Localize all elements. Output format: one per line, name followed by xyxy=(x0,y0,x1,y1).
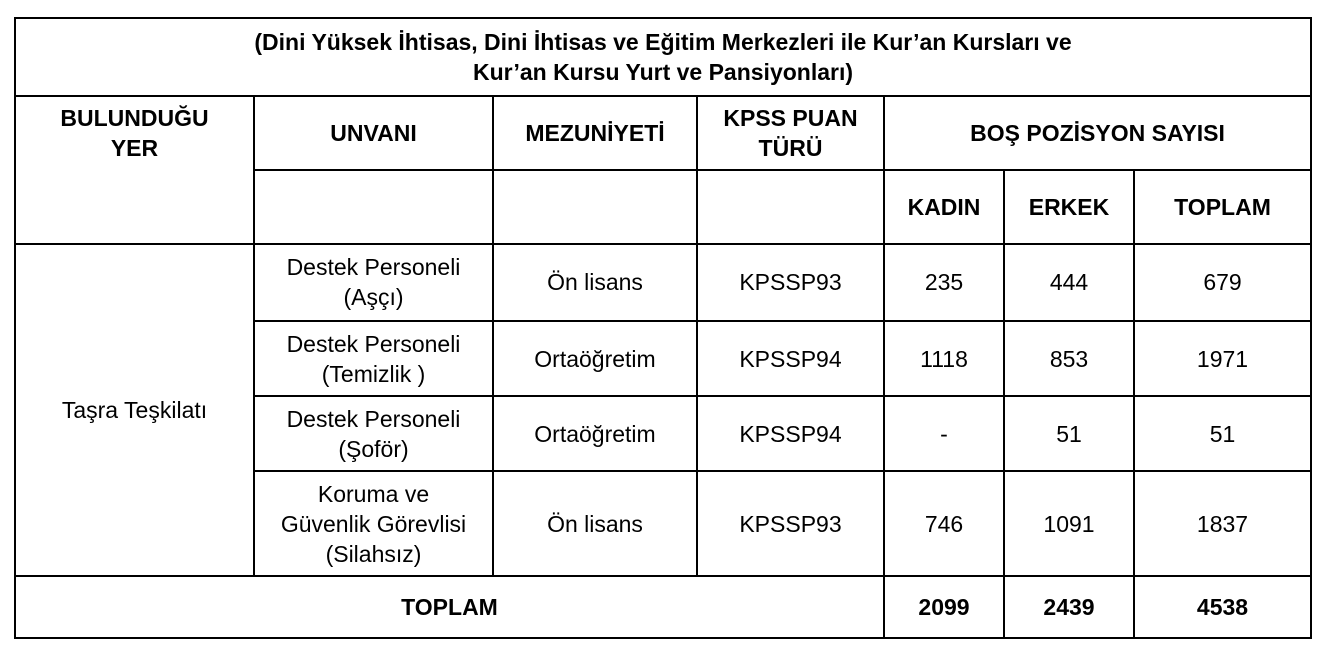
header-location: BULUNDUĞU YER xyxy=(15,96,254,243)
empty-cell xyxy=(254,170,493,243)
female-count-cell: 235 xyxy=(884,244,1004,321)
female-count-cell: 1118 xyxy=(884,321,1004,396)
header-kpss-type: KPSS PUAN TÜRÜ xyxy=(697,96,884,170)
kpss-cell: KPSSP93 xyxy=(697,244,884,321)
kpss-cell: KPSSP94 xyxy=(697,321,884,396)
total-count-cell: 1971 xyxy=(1134,321,1311,396)
header-male: ERKEK xyxy=(1004,170,1134,243)
header-total: TOPLAM xyxy=(1134,170,1311,243)
totals-male: 2439 xyxy=(1004,576,1134,638)
location-cell: Taşra Teşkilatı xyxy=(15,244,254,576)
education-cell: Ön lisans xyxy=(493,471,697,575)
empty-cell xyxy=(697,170,884,243)
table-title-line-1: (Dini Yüksek İhtisas, Dini İhtisas ve Eğitim Merkezleri ile Kur’an Kursları ve xyxy=(254,29,1072,56)
total-count-cell: 1837 xyxy=(1134,471,1311,575)
total-count-cell: 51 xyxy=(1134,396,1311,471)
total-count-cell: 679 xyxy=(1134,244,1311,321)
education-cell: Ortaöğretim xyxy=(493,321,697,396)
male-count-cell: 51 xyxy=(1004,396,1134,471)
totals-total: 4538 xyxy=(1134,576,1311,638)
totals-label: TOPLAM xyxy=(15,576,884,638)
table-title-line-2: Kur’an Kursu Yurt ve Pansiyonları) xyxy=(472,59,854,86)
header-title: UNVANI xyxy=(254,96,493,170)
vacancy-table xyxy=(14,17,1312,639)
kpss-cell: KPSSP94 xyxy=(697,396,884,471)
table-row xyxy=(15,244,1311,321)
male-count-cell: 853 xyxy=(1004,321,1134,396)
position-title-cell: Destek Personeli (Şoför) xyxy=(254,396,493,471)
kpss-cell: KPSSP93 xyxy=(697,471,884,575)
male-count-cell: 1091 xyxy=(1004,471,1134,575)
female-count-cell: - xyxy=(884,396,1004,471)
header-education: MEZUNİYETİ xyxy=(493,96,697,170)
totals-row xyxy=(15,576,1311,638)
table-title xyxy=(15,18,1311,96)
female-count-cell: 746 xyxy=(884,471,1004,575)
header-vacancies: BOŞ POZİSYON SAYISI xyxy=(884,96,1311,170)
education-cell: Ön lisans xyxy=(493,244,697,321)
empty-cell xyxy=(493,170,697,243)
position-title-cell: Koruma ve Güvenlik Görevlisi (Silahsız) xyxy=(254,471,493,575)
position-title-cell: Destek Personeli (Temizlik ) xyxy=(254,321,493,396)
position-title-cell: Destek Personeli (Aşçı) xyxy=(254,244,493,321)
male-count-cell: 444 xyxy=(1004,244,1134,321)
header-female: KADIN xyxy=(884,170,1004,243)
totals-female: 2099 xyxy=(884,576,1004,638)
education-cell: Ortaöğretim xyxy=(493,396,697,471)
